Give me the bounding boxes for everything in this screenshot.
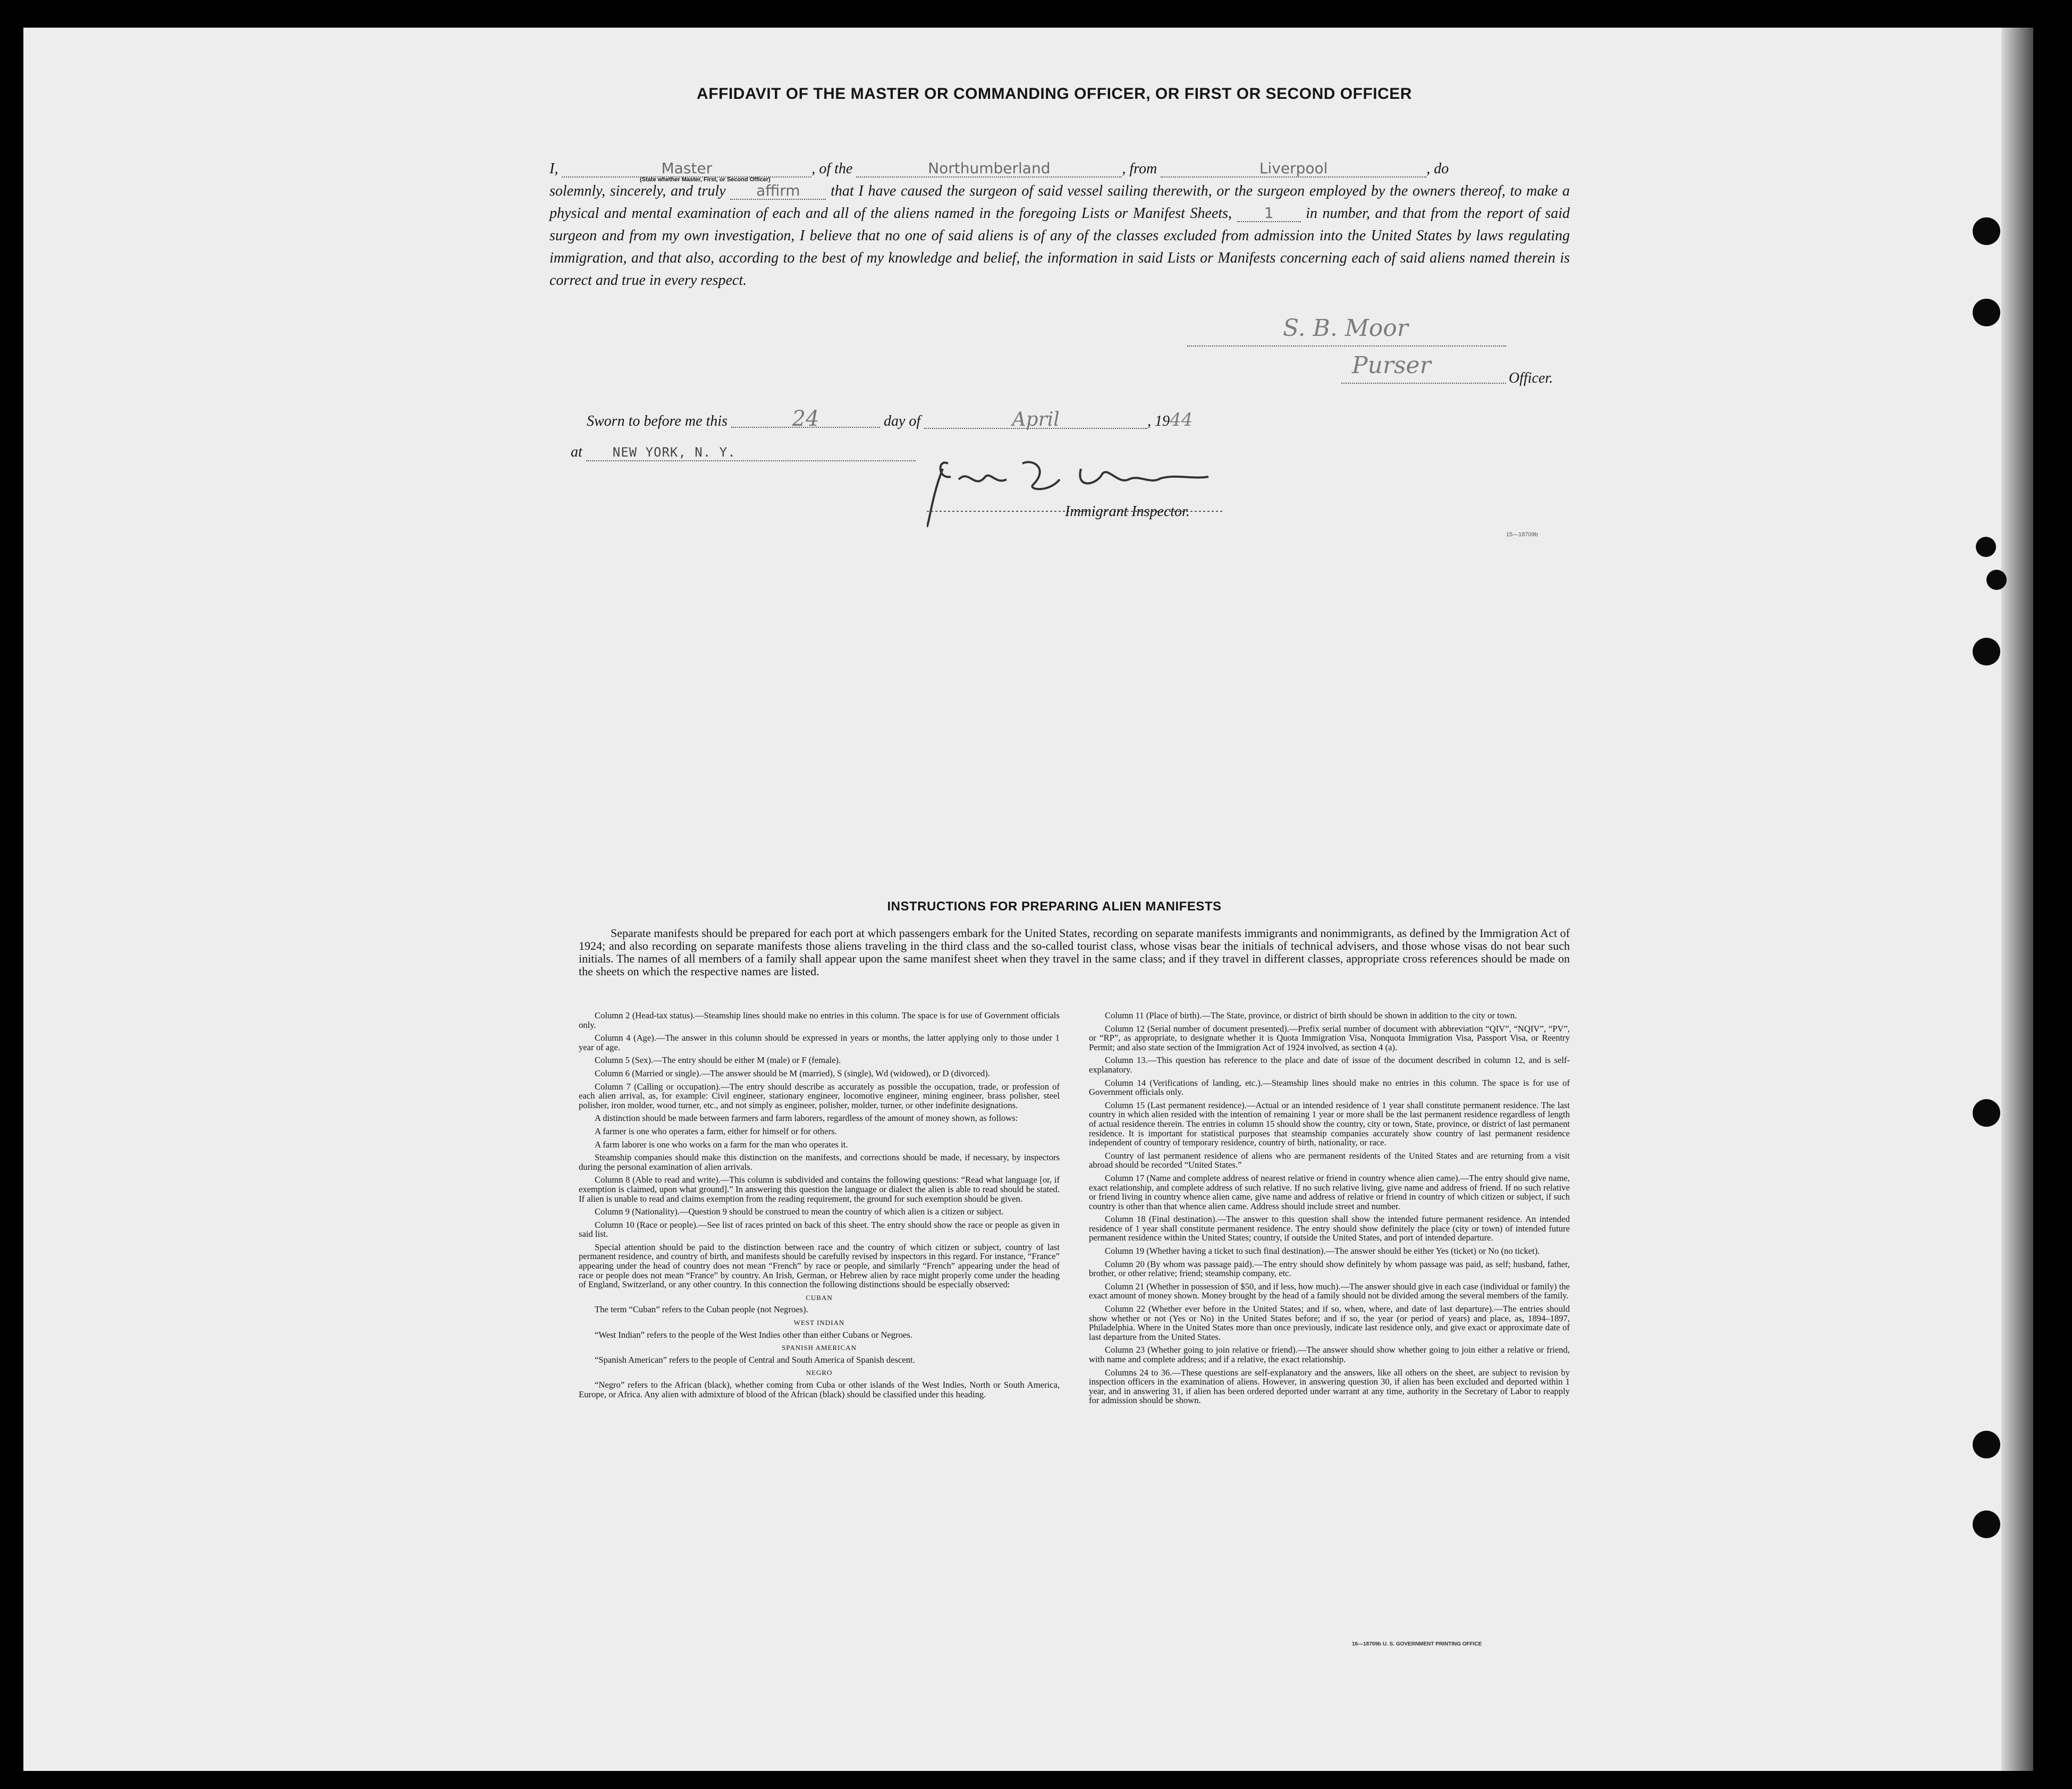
punch-hole xyxy=(1973,638,2000,665)
instruction-paragraph: A farmer is one who operates a farm, either for himself or for others. xyxy=(595,1126,837,1136)
document-page xyxy=(23,28,2033,1771)
instruction-paragraph: Column 7 (Calling or occupation).—The entry should describe as accurately as possible the occupation, trade, or profession of each alien arrival, as, for example: Civil engineer, stationary engineer, locomotive engineer, mining engineer, brass polisher, steel polisher, iron molder, wood turner, etc., and not simply as engineer, polisher, molder, turner, or other indefinite designations. xyxy=(579,1081,1060,1110)
instruction-paragraph: The term “Cuban” refers to the Cuban people (not Negroes). xyxy=(595,1304,808,1315)
page-edge-shadow xyxy=(2001,28,2033,1771)
instructions-left-column xyxy=(579,1011,1060,1403)
instruction-paragraph: Column 22 (Whether ever before in the United States; and if so, when, where, and date of last departure).—The entries should show whether or not (Yes or No) in the United States before; and if so, the year (or period of years) and place, as, 1894–1897, Philadelphia. Where in the United States more than once previously, indicate last residence only, and give exact or approximate date of last departure from the United States. xyxy=(1089,1304,1570,1342)
instruction-paragraph: Column 2 (Head-tax status).—Steamship lines should make no entries in this column. The space is for use of Government officials only. xyxy=(579,1010,1060,1030)
instructions-intro: Separate manifests should be prepared for each port at which passengers embark for the United States, recording on separate manifests immigrants and nonimmigrants, as defined by the Immigration Act of 1924; and also recording on separate manifests those aliens traveling in the third class and the so-called tourist class, whose visas bear the initials of technical advisers, and those whose visas do not bear such initials. The names of all members of a family shall appear upon the same manifest sheet when they travel in the same class; and if they travel in different classes, appropriate cross references should be made on the sheets on which the respective names are listed. xyxy=(579,926,1570,978)
instruction-paragraph: Column 10 (Race or people).—See list of races printed on back of this sheet. The entry should show the race or people as given in said list. xyxy=(579,1219,1060,1239)
instruction-paragraph: Column 5 (Sex).—The entry should be either M (male) or F (female). xyxy=(595,1055,841,1066)
affidavit-title: AFFIDAVIT OF THE MASTER OR COMMANDING OFFICER, OR FIRST OR SECOND OFFICER xyxy=(697,85,1412,103)
sheets-count-field: 1 xyxy=(1237,205,1301,222)
punch-hole xyxy=(1973,1099,2000,1127)
port-field: Liverpool xyxy=(1161,161,1426,178)
instruction-paragraph: Special attention should be paid to the distinction between race and the country of which citizen or subject, country of last permanent residence, and country of birth, and manifests should be carefully revised by inspectors in this regard. For instance, “France” appearing under the head of country does not mean “French” by race or people, and similarly “French” appearing under the head of race or people does not mean “France” by country. An Irish, German, or Hebrew alien by race might properly come under the heading of England, Switzerland, or any other country. In this connection the following distinctions should be especially observed: xyxy=(579,1242,1060,1290)
instruction-paragraph: Column 14 (Verifications of landing, etc.).—Steamship lines should make no entries in this column. The space is for use of Government officials only. xyxy=(1089,1077,1570,1098)
section-heading: WEST INDIAN xyxy=(793,1319,845,1327)
instruction-paragraph: Column 13.—This question has reference to the place and date of issue of the document described in column 12, and is self-explanatory. xyxy=(1089,1055,1570,1075)
sworn-year-field: 44 xyxy=(1170,409,1193,431)
rank-field-note: (State whether Master, First, or Second Officer) xyxy=(640,176,771,183)
officer-signature-line xyxy=(1187,345,1506,347)
instruction-paragraph: Column 18 (Final destination).—The answer to this question shall show the intended future permanent residence. An intended residence of 1 year shall constitute permanent residence. The entry should show definitely the place (city or town) of intended future permanent residence within the United States; country, if outside the United States, and port of intended departure. xyxy=(1089,1214,1570,1243)
instruction-paragraph: Column 11 (Place of birth).—The State, province, or district of birth should be shown in addition to the city or town. xyxy=(1105,1010,1517,1020)
punch-hole xyxy=(1973,299,2000,326)
affidavit-body: I, Master , of the Northumberland , from Liverpool , do solemnly, sincerely, and truly affirm that I have caused the surgeon of said vessel sailing therewith, or the surgeon employed by the owners thereof, to make a physical and mental examination of each and all of the aliens named in the foregoing Lists or Manifest Sheets, 1 in number, and that from the report of said surgeon and from my own investigation, I believe that no one of said aliens is of any of the classes excluded from admission into the United States by laws regulating immigration, and that also, according to the best of my knowledge and belief, the information in said Lists or Manifests concerning each of said aliens named therein is correct and true in every respect. xyxy=(549,159,1570,289)
officer-title-handwritten: Purser xyxy=(1352,352,1431,379)
punch-hole xyxy=(1973,1510,2000,1538)
officer-signature: S. B. Moor xyxy=(1283,315,1408,342)
punch-hole xyxy=(1986,570,2007,590)
section-heading: CUBAN xyxy=(806,1293,833,1302)
instruction-paragraph: “Spanish American” refers to the people of Central and South America of Spanish descent. xyxy=(595,1354,915,1365)
sworn-line: Sworn to before me this 24 day of April , 1944 xyxy=(587,407,1193,431)
instruction-paragraph: “Negro” refers to the African (black), whether coming from Cuba or other islands of the West Indies, North or South America, Europe, or Africa. Any alien with admixture of blood of the African (black) should be classified under this heading. xyxy=(579,1380,1060,1399)
sworn-place-line: at NEW YORK, N. Y. xyxy=(571,444,916,461)
instruction-paragraph: Column 12 (Serial number of document presented).—Prefix serial number of document with abbreviation “QIV”, “NQIV”, “PV”, or “RP”, as appropriate, to designate whether it is Quota Immigration Visa, Nonquota Immigration Visa, Passport Visa, or Reentry Permit; and also state section of the Immigration Act of 1924 involved, as section 4 (a). xyxy=(1089,1023,1570,1052)
instructions-title: INSTRUCTIONS FOR PREPARING ALIEN MANIFESTS xyxy=(887,899,1222,914)
section-heading: NEGRO xyxy=(806,1369,833,1377)
instruction-paragraph: A distinction should be made between farmers and farm laborers, regardless of the amount of money shown, as follows: xyxy=(595,1113,1018,1124)
instruction-paragraph: Column 15 (Last permanent residence).—Actual or an intended residence of 1 year shall constitute permanent residence. The last country in which alien resided with the intention of remaining 1 year or more shall be the last permanent residence regardless of length of actual residence therein. The entries in column 15 should show the country, city or town, State, province, or district of last permanent residence. It is important for statistical purposes that steamship companies accurately show country of last permanent residence independent of country of temporary residence, country of birth, nationality, or race. xyxy=(1089,1100,1570,1148)
punch-hole xyxy=(1976,537,1996,557)
inspector-label: Immigrant Inspector. xyxy=(1065,503,1190,520)
punch-hole xyxy=(1973,217,2000,245)
instruction-paragraph: Column 9 (Nationality).—Question 9 should be construed to mean the country of which alien is a citizen or subject. xyxy=(595,1206,1004,1217)
instructions-right-column xyxy=(1089,1011,1570,1409)
printing-office-footer: 16—18709b U. S. GOVERNMENT PRINTING OFFICE xyxy=(1352,1641,1482,1647)
officer-label: Officer. xyxy=(1509,370,1553,386)
instruction-paragraph: Column 6 (Married or single).—The answer should be M (married), S (single), Wd (widowed), or D (divorced). xyxy=(595,1068,990,1078)
instruction-paragraph: Column 8 (Able to read and write).—This column is subdivided and contains the following questions: “Read what language [or, if exemption is claimed, upon what ground].” In answering this question the language or dialect the alien is able to read should be stated. If alien is unable to read and claims exemption from the reading requirement, the ground for such exemption should be given. xyxy=(579,1175,1060,1204)
instruction-paragraph: Steamship companies should make this distinction on the manifests, and corrections should be made, if necessary, by inspectors during the personal examination of alien arrivals. xyxy=(579,1152,1060,1172)
instruction-paragraph: A farm laborer is one who works on a farm for the man who operates it. xyxy=(595,1139,848,1150)
instruction-paragraph: Column 4 (Age).—The answer in this column should be expressed in years or months, the latter applying only to those under 1 year of age. xyxy=(579,1033,1060,1052)
instruction-paragraph: Column 20 (By whom was passage paid).—The entry should show definitely by whom passage was paid, as self; husband, father, brother, or other relative; friend; steamship company, etc. xyxy=(1089,1259,1570,1279)
instruction-paragraph: Column 19 (Whether having a ticket to such final destination).—The answer should be either Yes (ticket) or No (no ticket). xyxy=(1105,1246,1540,1256)
affirm-field: affirm xyxy=(730,183,826,200)
instruction-paragraph: Columns 24 to 36.—These questions are self-explanatory and the answers, like all others on the sheet, are subject to revision by inspection officers in the examination of aliens. However, in answering question 30, if alien has been excluded and deported within 1 year, and in answering 31, if alien has been ordered deported under warrant at any time, authority in the Secretary of Labor to reapply for admission should be shown. xyxy=(1089,1367,1570,1406)
instruction-paragraph: Column 23 (Whether going to join relative or friend).—The answer should show whether going to join either a relative or friend, with name and complete address; and if a relative, the exact relationship. xyxy=(1089,1345,1570,1364)
sworn-place-stamp: NEW YORK, N. Y. xyxy=(586,444,916,461)
instruction-paragraph: “West Indian” refers to the people of the West Indies other than either Cubans or Negroes. xyxy=(595,1329,912,1340)
sworn-day-field: 24 xyxy=(731,411,880,428)
form-number: 15—18709b xyxy=(1506,531,1538,538)
punch-hole xyxy=(1973,1431,2000,1458)
rank-field: Master xyxy=(562,161,811,178)
instruction-paragraph: Country of last permanent residence of aliens who are permanent residents of the United States and are returning from a visit abroad should be recorded “United States.” xyxy=(1089,1150,1570,1170)
sworn-month-field: April xyxy=(924,412,1147,429)
instruction-paragraph: Column 21 (Whether in possession of $50, and if less, how much).—The answer should give in each case (individual or family) the exact amount of money shown. Money brought by the head of a family should not be divided among the several members of the family. xyxy=(1089,1281,1570,1301)
section-heading: SPANISH AMERICAN xyxy=(782,1344,857,1352)
instruction-paragraph: Column 17 (Name and complete address of nearest relative or friend in country whence alien came).—The entry should give name, exact relationship, and complete address of such relative. If no such relative living, give name and address of friend. If no such relative or friend living in country whence alien came, give name and address of relative or friend in country of which citizen or subject, if such country is other than that whence alien came. Address should include street and number. xyxy=(1089,1172,1570,1211)
officer-title-line xyxy=(1341,383,1506,384)
vessel-field: Northumberland xyxy=(856,161,1122,178)
